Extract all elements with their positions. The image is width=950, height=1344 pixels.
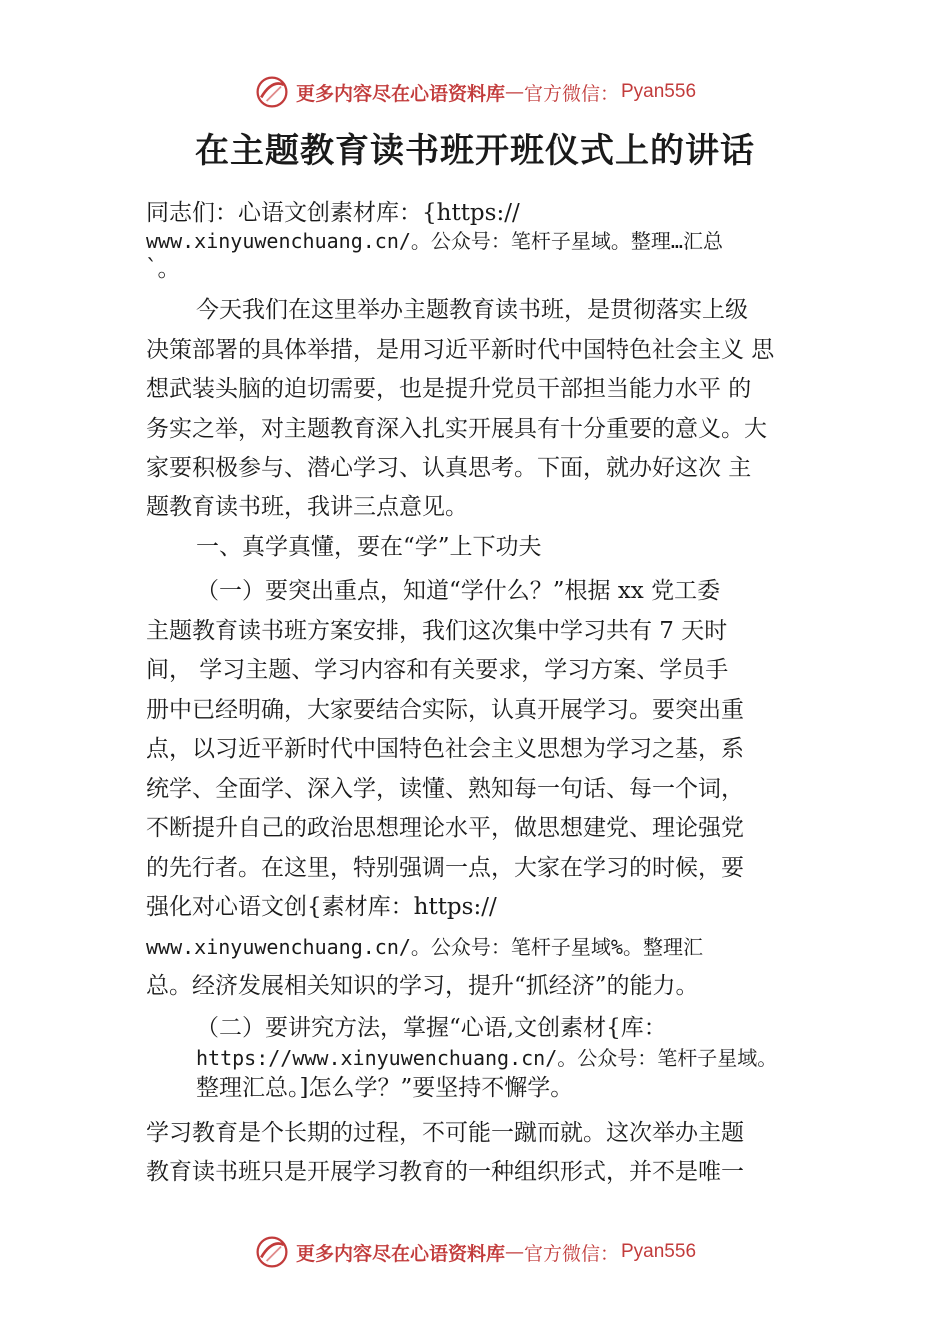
body-line: 教育读书班只是开展学习教育的一种组织形式，并不是唯一 (146, 1159, 744, 1185)
body-line: 总。经济发展相关知识的学习，提升“抓经济”的能力。 (146, 973, 699, 999)
body-line: www.xinyuwenchuang.cn/。公众号：笔杆子星域%。整理汇 (146, 935, 703, 959)
banner-dash: — (504, 81, 524, 103)
body-line: 想武装头脑的迫切需要，也是提升党员干部担当能力水平 的 (146, 376, 752, 402)
body-line: 家要积极参与、潜心学习、认真思考。下面，就办好这次 主 (146, 455, 752, 481)
banner-wechat-id: Pyan556 (621, 1241, 697, 1262)
body-line: 主题教育读书班方案安排，我们这次集中学习共有 7 天时 (146, 618, 728, 644)
body-line: 强化对心语文创{素材库：https:// (146, 894, 497, 920)
header-banner (0, 72, 950, 112)
brand-logo-icon (254, 74, 290, 110)
banner-dash: — (504, 1241, 524, 1263)
banner-brand: 更多内容尽在心语资料库 (295, 1242, 505, 1265)
body-line: 务实之举，对主题教育深入扎实开展具有十分重要的意义。大 (146, 416, 767, 442)
body-line: 整理汇总。]怎么学？”要坚持不懈学。 (196, 1075, 574, 1101)
body-line: https://www.xinyuwenchuang.cn/。公众号：笔杆子星域。 (196, 1046, 778, 1070)
banner-wechat-label: 官方微信： (523, 82, 619, 105)
body-line: `。 (146, 256, 181, 282)
document-title: 在主题教育读书班开班仪式上的讲话 (195, 131, 755, 171)
body-line: 学习教育是个长期的过程，不可能一蹴而就。这次举办主题 (146, 1120, 744, 1146)
body-line: 的先行者。在这里，特别强调一点，大家在学习的时候，要 (146, 855, 744, 881)
brand-logo-icon (254, 1234, 290, 1270)
banner-wechat-label: 官方微信： (523, 1242, 619, 1265)
body-line: 同志们：心语文创素材库：{https:// (146, 200, 520, 226)
body-line: 不断提升自己的政治思想理论水平，做思想建党、理论强党 (146, 815, 744, 841)
section-heading: 一、真学真懂，要在“学”上下功夫 (196, 534, 542, 560)
body-line: 决策部署的具体举措，是用习近平新时代中国特色社会主义 思 (146, 337, 775, 363)
banner-brand: 更多内容尽在心语资料库 (295, 82, 505, 105)
footer-banner (0, 1232, 950, 1272)
body-line: 点，以习近平新时代中国特色社会主义思想为学习之基，系 (146, 736, 744, 762)
body-line: 册中已经明确，大家要结合实际，认真开展学习。要突出重 (146, 697, 744, 723)
banner-wechat-id: Pyan556 (621, 81, 697, 102)
body-line: www.xinyuwenchuang.cn/。公众号：笔杆子星域。整理…汇总 (146, 229, 723, 253)
body-line: （二）要讲究方法，掌握“心语,文创素材{库： (196, 1015, 667, 1041)
body-line: 统学、全面学、深入学，读懂、熟知每一句话、每一个词， (146, 776, 744, 802)
body-line: （一）要突出重点，知道“学什么？”根据 xx 党工委 (196, 578, 721, 604)
body-line: 题教育读书班，我讲三点意见。 (146, 494, 468, 520)
body-line: 间， 学习主题、学习内容和有关要求，学习方案、学员手 (146, 657, 729, 683)
body-line: 今天我们在这里举办主题教育读书班，是贯彻落实上级 (196, 297, 748, 323)
